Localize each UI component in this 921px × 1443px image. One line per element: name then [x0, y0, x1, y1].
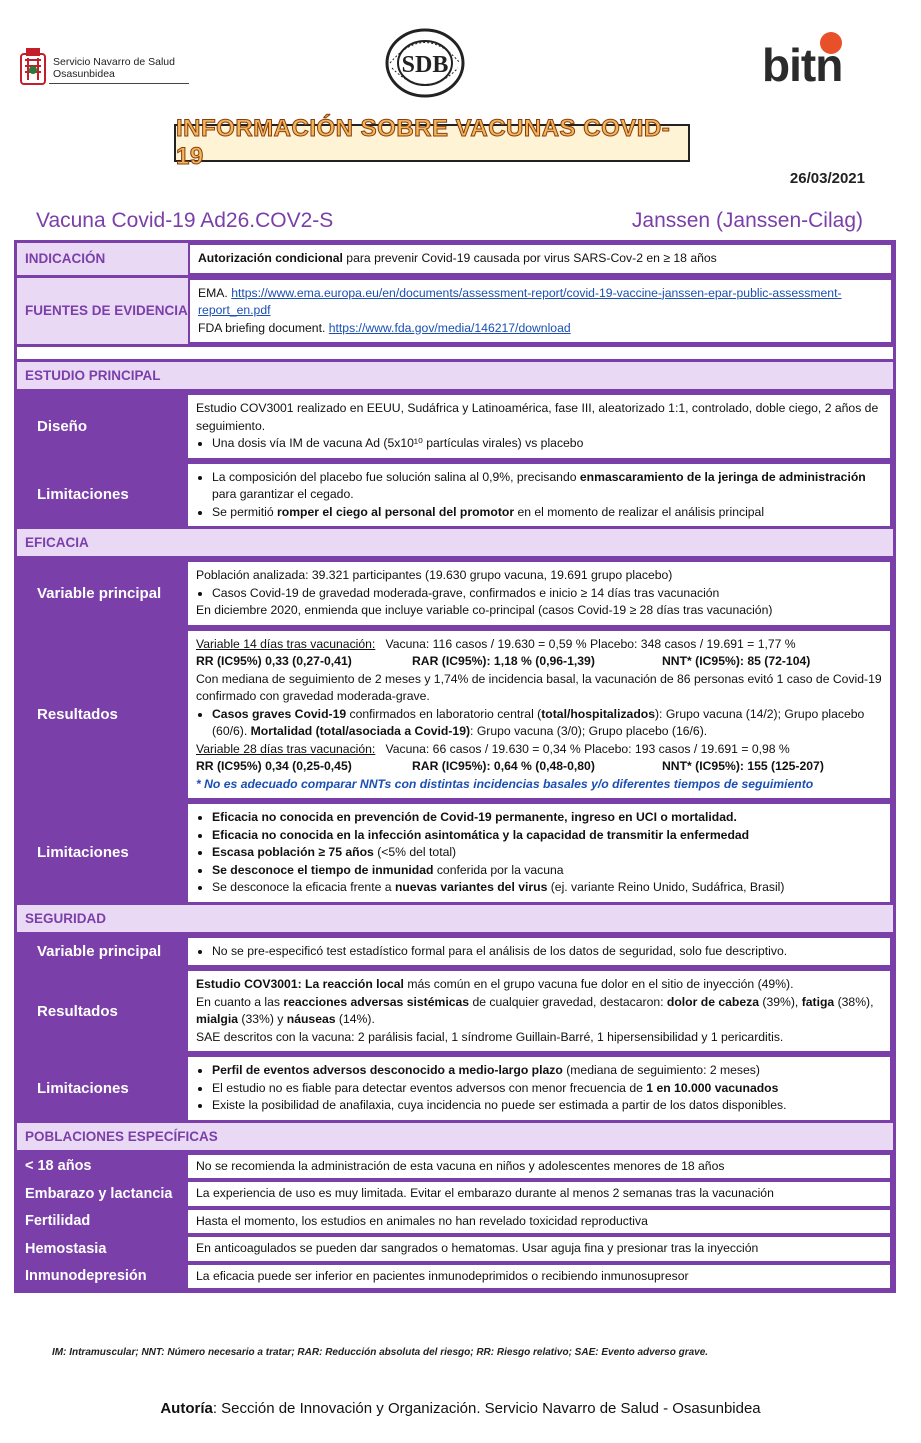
diseno-text: Estudio COV3001 realizado en EEUU, Sudáfrica y Latinoamérica, fase III, aleatorizado 1:1, controlado, doble ciego, 2 años de seguimiento. — [196, 401, 879, 433]
seguridad-resultados-content — [188, 971, 890, 1051]
text: Escasa población ≥ 75 años — [212, 845, 374, 859]
text: (mediana de seguimiento: 2 meses) — [562, 1063, 760, 1077]
text: (<5% del total) — [373, 845, 457, 859]
text: 1 en 10.000 vacunados — [646, 1080, 779, 1095]
estudio-limitaciones-row — [17, 461, 893, 530]
estudio-limitacion-2 — [212, 504, 882, 522]
navarra-shield-icon — [20, 46, 46, 86]
variable-28-values: Vacuna: 66 casos / 19.630 = 0,34 % Placebo: 193 casos / 19.691 = 0,98 % — [385, 741, 790, 756]
seguridad-resultados-row — [17, 968, 893, 1054]
indicacion-text: para prevenir Covid-19 causada por virus SARS-Cov-2 en ≥ 18 años — [342, 251, 717, 265]
seguridad-variable-content — [188, 938, 890, 966]
text: de cualquier gravedad, destacaron: — [469, 994, 667, 1009]
text: (39%), — [759, 994, 802, 1009]
seguridad-limitacion-1 — [212, 1062, 882, 1080]
fuentes-label: FUENTES DE EVIDENCIA — [17, 278, 188, 345]
bitn-logo — [762, 32, 862, 92]
section-eficacia: EFICACIA — [17, 529, 893, 559]
seguridad-variable-row — [17, 935, 893, 969]
eficacia-limitacion-5 — [212, 879, 882, 897]
seguridad-limitacion-2 — [212, 1080, 882, 1098]
poblacion-label: Inmunodepresión — [25, 1268, 147, 1285]
poblacion-row — [17, 1263, 893, 1291]
text: Eficacia no conocida en prevención de Covid-19 permanente, ingreso en UCI o mortalidad. — [212, 810, 737, 824]
fda-link[interactable]: https://www.fda.gov/media/146217/download — [328, 320, 571, 335]
seguridad-limitacion-3: • Existe la posibilidad de anafilaxia, cuya incidencia no puede ser estimada a partir de los datos disponibles. — [212, 1097, 882, 1115]
text: En cuanto a las — [196, 994, 284, 1009]
sdb-logo — [384, 28, 466, 98]
ema-prefix: EMA. — [198, 285, 232, 300]
mediana-text: Con mediana de seguimiento de 2 meses y 1,74% de incidencia basal, la vacunación de 86 personas evitó 1 caso de Covid-19 confirmado con gravedad moderada-grave. — [196, 671, 882, 703]
text: en el momento de realizar el análisis principal — [514, 504, 765, 519]
text: fatiga — [801, 994, 835, 1009]
text: conferida por la vacuna — [433, 862, 564, 877]
text: náuseas — [286, 1012, 336, 1026]
diseno-label: Diseño — [17, 395, 188, 458]
text: (33%) y — [238, 1012, 287, 1026]
diseno-bullet: • Una dosis vía IM de vacuna Ad (5x10¹⁰ partículas virales) vs placebo — [212, 435, 882, 453]
poblacion-row — [17, 1153, 893, 1181]
text: La composición del placebo fue solución salina al 0,9%, precisando — [212, 469, 580, 484]
text: enmascaramiento de la jeringa de administración — [579, 469, 866, 484]
variable-14-values: Vacuna: 116 casos / 19.630 = 0,59 % Placebo: 348 casos / 19.691 = 1,77 % — [385, 636, 796, 651]
variable-14-rr: RR (IC95%) 0,33 (0,27-0,41) — [196, 654, 352, 668]
variable-28-nnt: NNT* (IC95%): 155 (125-207) — [662, 759, 824, 773]
estudio-limitaciones-label: Limitaciones — [17, 464, 188, 527]
text: Se desconoce la eficacia frente a — [212, 880, 395, 894]
casos-graves-bullet — [212, 706, 882, 741]
text: para garantizar el cegado. — [212, 487, 354, 501]
eficacia-limitacion-2 — [212, 827, 882, 845]
poblacion-analizada: Población analizada: 39.321 participantes (19.630 grupo vacuna, 19.691 grupo placebo) — [196, 568, 673, 582]
text: ): Grupo vacuna (14/2); Grupo placebo (60/6). — [212, 706, 865, 738]
text: Casos graves Covid-19 — [212, 706, 347, 721]
diseno-content — [188, 395, 890, 458]
eficacia-limitacion-1 — [212, 809, 882, 827]
authorship-text: : Sección de Innovación y Organización. Servicio Navarro de Salud - Osasunbidea — [212, 1400, 761, 1417]
fda-prefix: FDA briefing document. — [198, 320, 329, 335]
text: (14%). — [335, 1012, 375, 1026]
sae-text: SAE descritos con la vacuna: 2 parálisis facial, 1 síndrome Guillain-Barré, 1 hipersensibilidad y 1 pericarditis. — [196, 1029, 784, 1044]
eficacia-variable-content — [188, 562, 890, 625]
eficacia-variable-row — [17, 559, 893, 628]
text: El estudio no es fiable para detectar eventos adversos con menor frecuencia de — [212, 1080, 647, 1095]
variable-28-rar: RAR (IC95%): 0,64 % (0,48-0,80) — [412, 759, 595, 773]
text: Eficacia no conocida en la infección asintomática y la capacidad de transmitir la enfermedad — [212, 827, 750, 842]
bitn-wordmark: bitn — [762, 39, 843, 91]
ema-link[interactable]: https://www.ema.europa.eu/en/documents/assessment-report/covid-19-vaccine-janssen-epar-public-assessment-report_en.pdf — [198, 285, 842, 317]
poblacion-row — [17, 1235, 893, 1263]
diseno-row — [17, 392, 893, 461]
variable-28-rr: RR (IC95%) 0,34 (0,25-0,45) — [196, 759, 352, 773]
text: confirmados en laboratorio central ( — [346, 706, 542, 721]
text: nuevas variantes del virus — [394, 880, 548, 894]
variable-14-rar: RAR (IC95%): 1,18 % (0,96-1,39) — [412, 654, 595, 668]
eficacia-limitacion-3 — [212, 844, 882, 862]
variable-bullet: • Casos Covid-19 de gravedad moderada-grave, confirmados e inicio ≥ 14 días tras vacunación — [212, 585, 882, 603]
variable-14-title: Variable 14 días tras vacunación: — [196, 636, 376, 651]
eficacia-limitaciones-content — [188, 804, 890, 902]
text: romper el ciego al personal del promotor — [277, 504, 515, 519]
document-title-box — [174, 115, 690, 170]
text: dolor de cabeza — [666, 994, 760, 1009]
seguridad-variable-label: Variable principal — [17, 938, 188, 966]
eficacia-limitaciones-label: Limitaciones — [17, 804, 188, 902]
vaccine-name: Vacuna Covid-19 Ad26.COV2-S — [36, 209, 334, 232]
text: Mortalidad (total/asociada a Covid-19) — [250, 724, 471, 738]
poblacion-row — [17, 1208, 893, 1236]
sdb-letters: SDB — [401, 52, 449, 78]
eficacia-limitaciones-row — [17, 801, 893, 905]
table-frame — [14, 240, 896, 1293]
eficacia-resultados-content — [188, 631, 890, 799]
authorship-line — [0, 1400, 921, 1417]
eficacia-resultados-label: Resultados — [17, 631, 188, 799]
indicacion-label: INDICACIÓN — [17, 243, 188, 275]
text: reacciones adversas sistémicas — [283, 994, 470, 1009]
poblacion-label: Fertilidad — [25, 1213, 91, 1230]
section-seguridad: SEGURIDAD — [17, 905, 893, 935]
text: Estudio COV3001: La reacción local — [196, 977, 404, 991]
sns-logo-text — [53, 56, 175, 80]
eficacia-limitacion-4 — [212, 862, 882, 880]
seguridad-resultados-label: Resultados — [17, 971, 188, 1051]
seguridad-limitaciones-row — [17, 1054, 893, 1123]
poblacion-row — [17, 1180, 893, 1208]
nnt-note: * No es adecuado comparar NNTs con distintas incidencias basales y/o diferentes tiempos de seguimiento — [196, 776, 814, 791]
sdb-seal-icon — [384, 28, 466, 98]
text: Perfil de eventos adversos desconocido a medio-largo plazo — [212, 1063, 563, 1077]
spacer-row — [17, 347, 893, 362]
seguridad-limitaciones-content — [188, 1057, 890, 1120]
seguridad-variable-text: • No se pre-especificó test estadístico formal para el análisis de los datos de seguridad, solo fue descriptivo. — [212, 943, 882, 961]
poblacion-text: En anticoagulados se pueden dar sangrados o hematomas. Usar aguja fina y presionar tras la inyección — [188, 1237, 890, 1261]
document-date: 26/03/2021 — [789, 170, 865, 187]
poblacion-text: Hasta el momento, los estudios en animales no han revelado toxicidad reproductiva — [188, 1210, 890, 1234]
poblacion-text: No se recomienda la administración de esta vacuna en niños y adolescentes menores de 18 años — [188, 1155, 890, 1179]
authorship-label: Autoría — [160, 1400, 213, 1417]
variable-28-title: Variable 28 días tras vacunación: — [196, 741, 376, 756]
poblacion-text: La experiencia de uso es muy limitada. Evitar el embarazo durante al menos 2 semanas tras la vacunación — [188, 1182, 890, 1206]
seguridad-limitaciones-label: Limitaciones — [17, 1057, 188, 1120]
text: (ej. variante Reino Unido, Sudáfrica, Brasil) — [547, 880, 785, 894]
estudio-limitaciones-content — [188, 464, 890, 527]
section-estudio-principal: ESTUDIO PRINCIPAL — [17, 362, 893, 392]
text: total/hospitalizados — [541, 706, 655, 721]
fuentes-row — [17, 278, 893, 348]
estudio-limitacion-1 — [212, 469, 882, 504]
sns-logo — [20, 42, 190, 92]
enmienda-text: En diciembre 2020, enmienda que incluye variable co-principal (casos Covid-19 ≥ 28 días tras vacunación) — [196, 603, 773, 617]
text: mialgia — [196, 1012, 238, 1026]
variable-14-nnt: NNT* (IC95%): 85 (72-104) — [662, 654, 811, 668]
sns-name: Servicio Navarro de Salud — [53, 56, 175, 68]
text: más común en el grupo vacuna fue dolor en el sitio de inyección (49%). — [403, 977, 794, 991]
poblacion-label: Embarazo y lactancia — [25, 1185, 173, 1202]
poblacion-label: Hemostasia — [25, 1240, 107, 1257]
section-poblaciones-especificas: POBLACIONES ESPECÍFICAS — [17, 1123, 893, 1153]
sns-name-basque: Osasunbidea — [53, 68, 115, 80]
indicacion-row — [17, 243, 893, 278]
indicacion-bold: Autorización condicional — [198, 251, 343, 265]
text: (38%), — [834, 994, 874, 1009]
eficacia-resultados-row — [17, 628, 893, 802]
indicacion-content — [188, 243, 893, 275]
document-title: INFORMACIÓN SOBRE VACUNAS COVID-19 — [176, 115, 671, 170]
text: Se desconoce el tiempo de inmunidad — [212, 862, 434, 877]
info-table — [14, 240, 896, 1293]
text: : Grupo vacuna (3/0); Grupo placebo (16/6). — [470, 724, 708, 738]
poblacion-label: < 18 años — [25, 1158, 92, 1175]
vaccine-manufacturer: Janssen (Janssen-Cilag) — [631, 209, 863, 232]
text: Se permitió — [212, 504, 278, 519]
eficacia-variable-label: Variable principal — [17, 562, 188, 625]
fuentes-content — [188, 278, 893, 345]
abbreviations-footnote: IM: Intramuscular; NNT: Número necesario a tratar; RAR: Reducción absoluta del riesgo; RR: Riesgo relativo; SAE: Evento adverso grave. — [52, 1347, 709, 1358]
poblacion-text: La eficacia puede ser inferior en pacientes inmunodeprimidos o recibiendo inmunosupresor — [188, 1265, 890, 1289]
